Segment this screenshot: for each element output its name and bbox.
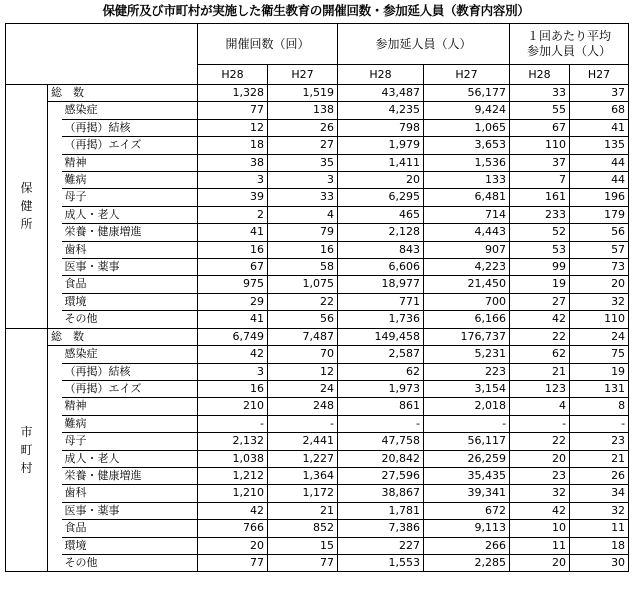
table-cell: 20,842 bbox=[338, 450, 424, 467]
table-row bbox=[6, 224, 629, 241]
table-row bbox=[6, 520, 629, 537]
table-cell: 1,411 bbox=[338, 154, 424, 171]
table-row bbox=[6, 502, 629, 519]
row-label: （再掲）結核 bbox=[62, 119, 198, 136]
table-cell: 56 bbox=[570, 224, 629, 241]
table-cell: 1,065 bbox=[424, 119, 510, 136]
table-cell: 3,653 bbox=[424, 137, 510, 154]
table-cell: 55 bbox=[510, 102, 570, 119]
table-cell: 2,018 bbox=[424, 398, 510, 415]
indent-cell bbox=[48, 172, 62, 189]
table-cell: 16 bbox=[198, 241, 268, 258]
table-cell: 1,979 bbox=[338, 137, 424, 154]
table-cell: 70 bbox=[268, 346, 338, 363]
table-cell: 465 bbox=[338, 206, 424, 223]
table-cell: 771 bbox=[338, 293, 424, 310]
table-cell: 53 bbox=[510, 241, 570, 258]
table-cell: - bbox=[570, 415, 629, 432]
indent-cell bbox=[48, 398, 62, 415]
table-cell: 42 bbox=[198, 502, 268, 519]
table-cell: 41 bbox=[570, 119, 629, 136]
table-cell: 7,487 bbox=[268, 328, 338, 345]
table-cell: 975 bbox=[198, 276, 268, 293]
table-cell: 22 bbox=[510, 433, 570, 450]
table-cell: 37 bbox=[570, 85, 629, 102]
table-row bbox=[6, 398, 629, 415]
table-row bbox=[6, 380, 629, 397]
indent-cell bbox=[48, 346, 62, 363]
table-cell: 1,519 bbox=[268, 85, 338, 102]
table-cell: 56 bbox=[268, 311, 338, 328]
table-row bbox=[6, 311, 629, 328]
table-cell: 67 bbox=[198, 259, 268, 276]
table-cell: 4 bbox=[510, 398, 570, 415]
table-cell: 2,285 bbox=[424, 554, 510, 571]
table-cell: 29 bbox=[198, 293, 268, 310]
table-cell: 11 bbox=[510, 537, 570, 554]
table-cell: 161 bbox=[510, 189, 570, 206]
page-title: 保健所及び市町村が実施した衛生教育の開催回数・参加延人員（教育内容別） bbox=[102, 3, 530, 18]
table-cell: 20 bbox=[510, 450, 570, 467]
year-header: H28 bbox=[198, 65, 268, 85]
table-cell: 196 bbox=[570, 189, 629, 206]
table-cell: 24 bbox=[570, 328, 629, 345]
table-cell: 1,227 bbox=[268, 450, 338, 467]
table-cell: 32 bbox=[510, 485, 570, 502]
table-cell: 16 bbox=[268, 241, 338, 258]
table-cell: 26,259 bbox=[424, 450, 510, 467]
row-label: その他 bbox=[62, 554, 198, 571]
indent-cell bbox=[48, 311, 62, 328]
table-cell: 12 bbox=[268, 363, 338, 380]
table-cell: 133 bbox=[424, 172, 510, 189]
table-row bbox=[6, 450, 629, 467]
row-label: 感染症 bbox=[62, 102, 198, 119]
header-average-line1: １回あたり平均 bbox=[527, 29, 612, 43]
table-cell: 6,166 bbox=[424, 311, 510, 328]
table-cell: 38 bbox=[198, 154, 268, 171]
row-label: 食品 bbox=[62, 520, 198, 537]
table-cell: 149,458 bbox=[338, 328, 424, 345]
table-cell: 3 bbox=[198, 172, 268, 189]
table-cell: 1,075 bbox=[268, 276, 338, 293]
education-table bbox=[5, 23, 629, 572]
table-cell: 110 bbox=[510, 137, 570, 154]
year-header: H28 bbox=[338, 65, 424, 85]
table-cell: 20 bbox=[570, 276, 629, 293]
table-row bbox=[6, 276, 629, 293]
section-label bbox=[6, 328, 48, 572]
table-cell: 32 bbox=[570, 502, 629, 519]
table-cell: 20 bbox=[338, 172, 424, 189]
table-cell: 26 bbox=[570, 467, 629, 484]
table-row bbox=[6, 537, 629, 554]
table-cell: 58 bbox=[268, 259, 338, 276]
total-label: 総 数 bbox=[48, 85, 198, 102]
year-header: H27 bbox=[424, 65, 510, 85]
table-cell: 8 bbox=[570, 398, 629, 415]
table-cell: 1,736 bbox=[338, 311, 424, 328]
table-cell: 39 bbox=[198, 189, 268, 206]
table-cell: 22 bbox=[268, 293, 338, 310]
indent-cell bbox=[48, 102, 62, 119]
table-cell: 33 bbox=[510, 85, 570, 102]
table-cell: 27,596 bbox=[338, 467, 424, 484]
table-row bbox=[6, 467, 629, 484]
table-row bbox=[6, 293, 629, 310]
indent-cell bbox=[48, 363, 62, 380]
indent-cell bbox=[48, 415, 62, 432]
table-cell: 135 bbox=[570, 137, 629, 154]
table-cell: 27 bbox=[510, 293, 570, 310]
indent-cell bbox=[48, 154, 62, 171]
table-row bbox=[6, 415, 629, 432]
row-label: 栄養・健康増進 bbox=[62, 224, 198, 241]
section-label bbox=[6, 85, 48, 329]
table-cell: 41 bbox=[198, 311, 268, 328]
row-label: 歯科 bbox=[62, 241, 198, 258]
table-cell: 67 bbox=[510, 119, 570, 136]
table-row bbox=[6, 206, 629, 223]
table-row bbox=[6, 119, 629, 136]
table-cell: 73 bbox=[570, 259, 629, 276]
header-average-line2: 参加人員（人） bbox=[527, 44, 612, 58]
header-participants: 参加延人員（人） bbox=[338, 24, 510, 65]
table-cell: 26 bbox=[268, 119, 338, 136]
table-row bbox=[6, 137, 629, 154]
table-row bbox=[6, 554, 629, 571]
table-cell: 99 bbox=[510, 259, 570, 276]
table-cell: 1,328 bbox=[198, 85, 268, 102]
indent-cell bbox=[48, 276, 62, 293]
section-total-row bbox=[6, 328, 629, 345]
section-total-row bbox=[6, 85, 629, 102]
table-cell: 852 bbox=[268, 520, 338, 537]
year-header: H28 bbox=[510, 65, 570, 85]
table-cell: 176,737 bbox=[424, 328, 510, 345]
header-average bbox=[510, 24, 629, 65]
table-cell: 7 bbox=[510, 172, 570, 189]
indent-cell bbox=[48, 189, 62, 206]
table-row bbox=[6, 189, 629, 206]
table-cell: 21,450 bbox=[424, 276, 510, 293]
table-cell: 1,212 bbox=[198, 467, 268, 484]
table-cell: 77 bbox=[268, 554, 338, 571]
indent-cell bbox=[48, 520, 62, 537]
table-row bbox=[6, 154, 629, 171]
table-cell: 33 bbox=[268, 189, 338, 206]
table-cell: 138 bbox=[268, 102, 338, 119]
table-cell: 21 bbox=[570, 450, 629, 467]
table-cell: - bbox=[338, 415, 424, 432]
table-cell: 1,781 bbox=[338, 502, 424, 519]
table-cell: 37 bbox=[510, 154, 570, 171]
row-label: 環境 bbox=[62, 293, 198, 310]
indent-cell bbox=[48, 119, 62, 136]
table-cell: 16 bbox=[198, 380, 268, 397]
table-cell: 1,536 bbox=[424, 154, 510, 171]
table-cell: 233 bbox=[510, 206, 570, 223]
table-cell: 38,867 bbox=[338, 485, 424, 502]
table-cell: 75 bbox=[570, 346, 629, 363]
table-cell: 19 bbox=[570, 363, 629, 380]
table-cell: 248 bbox=[268, 398, 338, 415]
table-cell: - bbox=[198, 415, 268, 432]
row-label: 成人・老人 bbox=[62, 206, 198, 223]
table-cell: 9,424 bbox=[424, 102, 510, 119]
table-cell: 47,758 bbox=[338, 433, 424, 450]
header-sessions: 開催回数（回） bbox=[198, 24, 338, 65]
year-header: H27 bbox=[268, 65, 338, 85]
table-cell: 3,154 bbox=[424, 380, 510, 397]
table-cell: 4,223 bbox=[424, 259, 510, 276]
row-label: 食品 bbox=[62, 276, 198, 293]
table-cell: 24 bbox=[268, 380, 338, 397]
table-cell: 2,587 bbox=[338, 346, 424, 363]
table-cell: 6,606 bbox=[338, 259, 424, 276]
table-cell: - bbox=[510, 415, 570, 432]
row-label: （再掲）エイズ bbox=[62, 380, 198, 397]
table-cell: 21 bbox=[268, 502, 338, 519]
table-cell: 4,235 bbox=[338, 102, 424, 119]
indent-cell bbox=[48, 224, 62, 241]
table-row bbox=[6, 241, 629, 258]
row-label: 医事・薬事 bbox=[62, 502, 198, 519]
table-cell: 18 bbox=[198, 137, 268, 154]
table-cell: 266 bbox=[424, 537, 510, 554]
table-cell: 6,295 bbox=[338, 189, 424, 206]
table-cell: 700 bbox=[424, 293, 510, 310]
table-cell: 5,231 bbox=[424, 346, 510, 363]
header-row bbox=[6, 24, 629, 65]
table-cell: 714 bbox=[424, 206, 510, 223]
table-cell: 1,553 bbox=[338, 554, 424, 571]
table-cell: - bbox=[424, 415, 510, 432]
table-cell: 23 bbox=[510, 467, 570, 484]
row-label: 歯科 bbox=[62, 485, 198, 502]
table-cell: 22 bbox=[510, 328, 570, 345]
table-cell: 62 bbox=[510, 346, 570, 363]
table-cell: 79 bbox=[268, 224, 338, 241]
table-cell: 4,443 bbox=[424, 224, 510, 241]
table-cell: 2 bbox=[198, 206, 268, 223]
table-cell: 1,364 bbox=[268, 467, 338, 484]
year-header: H27 bbox=[570, 65, 629, 85]
table-cell: 131 bbox=[570, 380, 629, 397]
indent-cell bbox=[48, 485, 62, 502]
table-cell: 2,132 bbox=[198, 433, 268, 450]
table-cell: 20 bbox=[510, 554, 570, 571]
row-label: 栄養・健康増進 bbox=[62, 467, 198, 484]
table-cell: 110 bbox=[570, 311, 629, 328]
table-cell: 39,341 bbox=[424, 485, 510, 502]
table-cell: 1,210 bbox=[198, 485, 268, 502]
table-cell: 27 bbox=[268, 137, 338, 154]
table-cell: 19 bbox=[510, 276, 570, 293]
indent-cell bbox=[48, 537, 62, 554]
table-cell: 18,977 bbox=[338, 276, 424, 293]
table-cell: - bbox=[268, 415, 338, 432]
table-row bbox=[6, 433, 629, 450]
table-cell: 34 bbox=[570, 485, 629, 502]
table-cell: 1,172 bbox=[268, 485, 338, 502]
indent-cell bbox=[48, 259, 62, 276]
table-cell: 3 bbox=[198, 363, 268, 380]
table-cell: 223 bbox=[424, 363, 510, 380]
row-label: 母子 bbox=[62, 189, 198, 206]
table-cell: 57 bbox=[570, 241, 629, 258]
table-cell: 1,973 bbox=[338, 380, 424, 397]
table-cell: 56,117 bbox=[424, 433, 510, 450]
table-cell: 7,386 bbox=[338, 520, 424, 537]
table-cell: 2,441 bbox=[268, 433, 338, 450]
table-cell: 3 bbox=[268, 172, 338, 189]
table-cell: 44 bbox=[570, 154, 629, 171]
table-cell: 56,177 bbox=[424, 85, 510, 102]
table-row bbox=[6, 102, 629, 119]
table-cell: 861 bbox=[338, 398, 424, 415]
table-cell: 1,038 bbox=[198, 450, 268, 467]
table-cell: 42 bbox=[510, 502, 570, 519]
table-cell: 44 bbox=[570, 172, 629, 189]
table-cell: 18 bbox=[570, 537, 629, 554]
table-cell: 21 bbox=[510, 363, 570, 380]
row-label: 難病 bbox=[62, 172, 198, 189]
row-label: 環境 bbox=[62, 537, 198, 554]
indent-cell bbox=[48, 467, 62, 484]
table-row bbox=[6, 346, 629, 363]
corner-cell bbox=[6, 24, 198, 85]
indent-cell bbox=[48, 380, 62, 397]
row-label: 母子 bbox=[62, 433, 198, 450]
table-cell: 227 bbox=[338, 537, 424, 554]
total-label: 総 数 bbox=[48, 328, 198, 345]
row-label: 難病 bbox=[62, 415, 198, 432]
table-cell: 907 bbox=[424, 241, 510, 258]
row-label: 医事・薬事 bbox=[62, 259, 198, 276]
table-cell: 672 bbox=[424, 502, 510, 519]
row-label: 精神 bbox=[62, 398, 198, 415]
table-cell: 766 bbox=[198, 520, 268, 537]
section-name: 保健所 bbox=[20, 181, 33, 232]
table-cell: 2,128 bbox=[338, 224, 424, 241]
table-cell: 15 bbox=[268, 537, 338, 554]
row-label: その他 bbox=[62, 311, 198, 328]
indent-cell bbox=[48, 450, 62, 467]
table-cell: 843 bbox=[338, 241, 424, 258]
row-label: 感染症 bbox=[62, 346, 198, 363]
indent-cell bbox=[48, 137, 62, 154]
table-cell: 6,481 bbox=[424, 189, 510, 206]
table-cell: 11 bbox=[570, 520, 629, 537]
table-row bbox=[6, 363, 629, 380]
row-label: （再掲）結核 bbox=[62, 363, 198, 380]
table-cell: 9,113 bbox=[424, 520, 510, 537]
table-row bbox=[6, 172, 629, 189]
table-cell: 41 bbox=[198, 224, 268, 241]
table-row bbox=[6, 485, 629, 502]
table-cell: 35 bbox=[268, 154, 338, 171]
row-label: （再掲）エイズ bbox=[62, 137, 198, 154]
table-cell: 123 bbox=[510, 380, 570, 397]
table-cell: 32 bbox=[570, 293, 629, 310]
table-cell: 6,749 bbox=[198, 328, 268, 345]
table-cell: 42 bbox=[198, 346, 268, 363]
indent-cell bbox=[48, 206, 62, 223]
indent-cell bbox=[48, 241, 62, 258]
row-label: 精神 bbox=[62, 154, 198, 171]
table-cell: 42 bbox=[510, 311, 570, 328]
table-cell: 4 bbox=[268, 206, 338, 223]
table-cell: 77 bbox=[198, 102, 268, 119]
table-cell: 30 bbox=[570, 554, 629, 571]
table-cell: 23 bbox=[570, 433, 629, 450]
table-cell: 210 bbox=[198, 398, 268, 415]
table-cell: 12 bbox=[198, 119, 268, 136]
table-cell: 20 bbox=[198, 537, 268, 554]
section-name: 市町村 bbox=[20, 424, 33, 475]
table-cell: 68 bbox=[570, 102, 629, 119]
table-cell: 52 bbox=[510, 224, 570, 241]
table-cell: 43,487 bbox=[338, 85, 424, 102]
table-cell: 77 bbox=[198, 554, 268, 571]
indent-cell bbox=[48, 554, 62, 571]
indent-cell bbox=[48, 502, 62, 519]
table-cell: 10 bbox=[510, 520, 570, 537]
table-cell: 62 bbox=[338, 363, 424, 380]
table-cell: 179 bbox=[570, 206, 629, 223]
indent-cell bbox=[48, 433, 62, 450]
table-cell: 798 bbox=[338, 119, 424, 136]
table-cell: 35,435 bbox=[424, 467, 510, 484]
row-label: 成人・老人 bbox=[62, 450, 198, 467]
table-row bbox=[6, 259, 629, 276]
indent-cell bbox=[48, 293, 62, 310]
